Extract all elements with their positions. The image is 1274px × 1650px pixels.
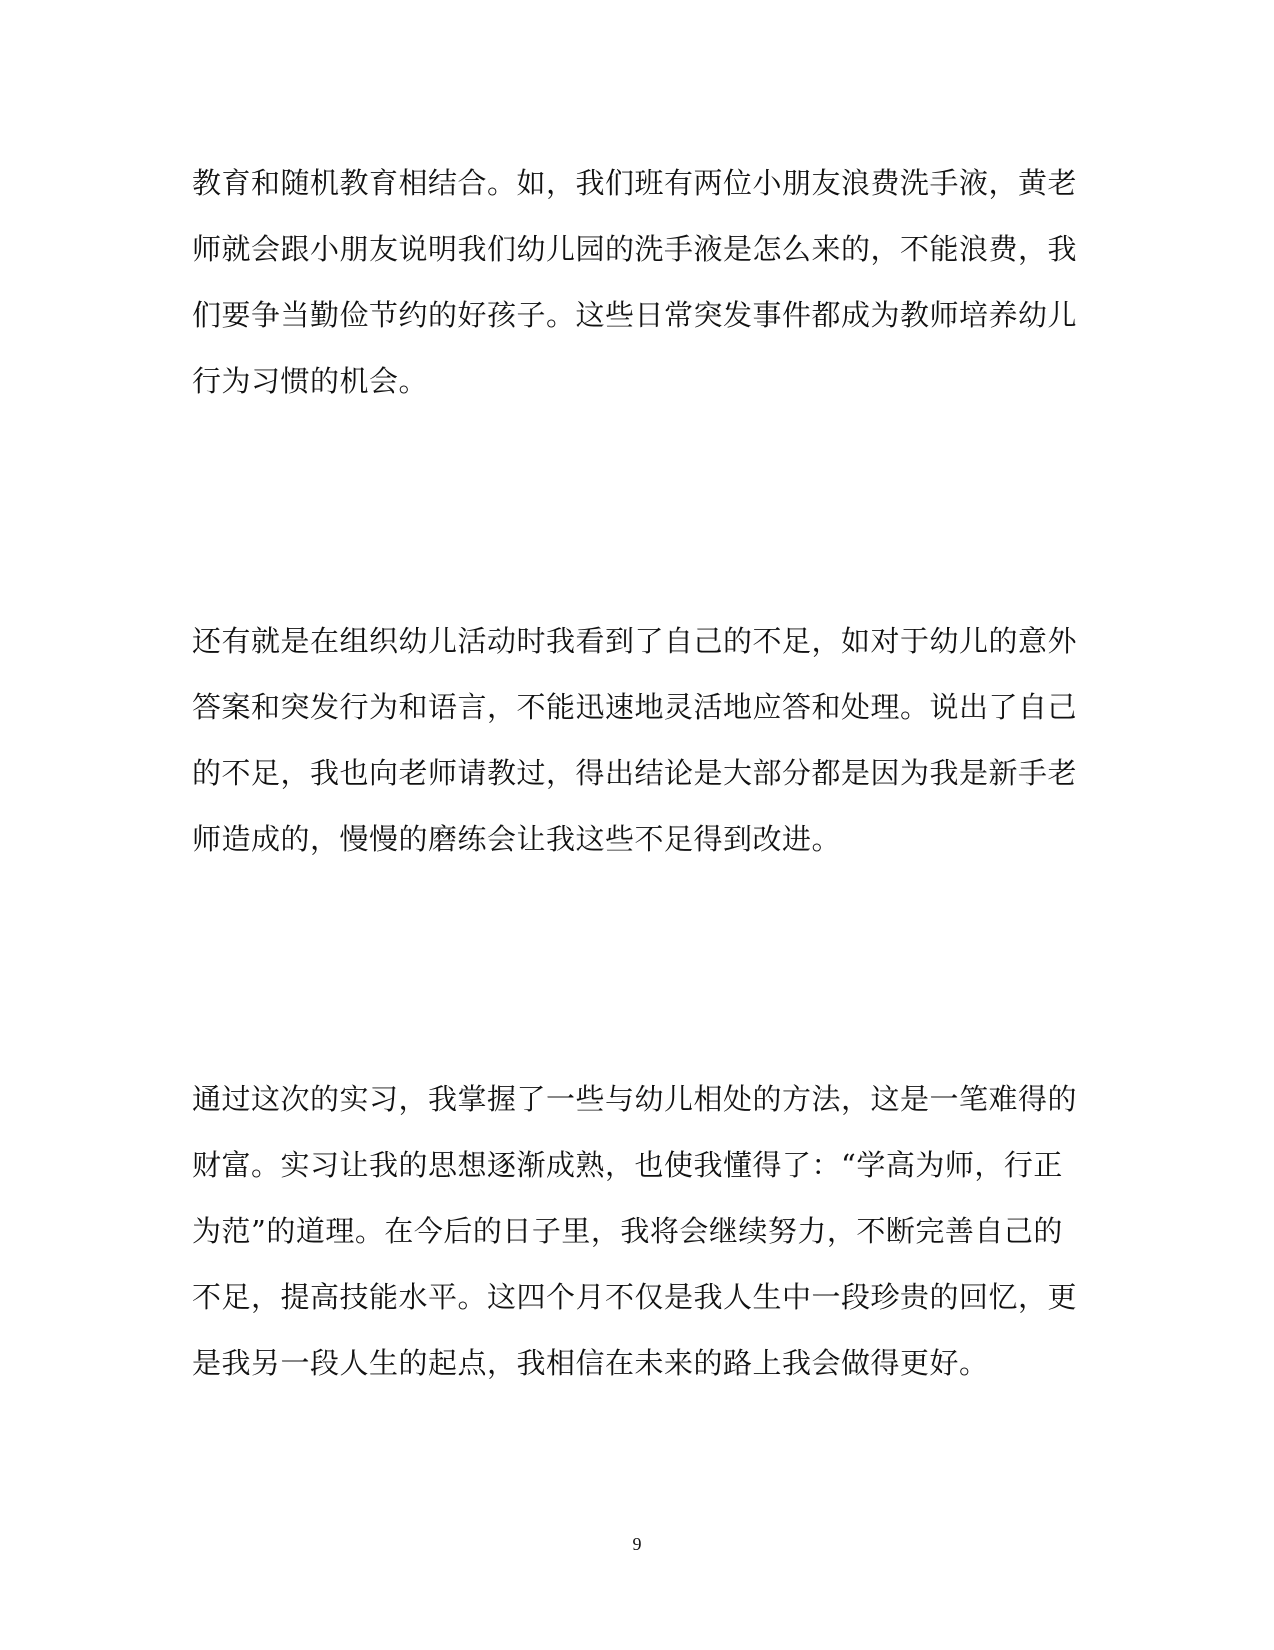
text-line: 师就会跟小朋友说明我们幼儿园的洗手液是怎么来的，不能浪费，我 <box>192 232 1078 266</box>
text-line: 教育和随机教育相结合。如，我们班有两位小朋友浪费洗手液，黄老 <box>192 166 1078 200</box>
text-line: 答案和突发行为和语言，不能迅速地灵活地应答和处理。说出了自己 <box>192 690 1078 724</box>
paragraph-conclusion <box>192 1066 1078 1396</box>
text-line: 们要争当勤俭节约的好孩子。这些日常突发事件都成为教师培养幼儿 <box>192 298 1078 332</box>
paragraph-habit-training <box>192 150 1078 414</box>
text-line: 财富。实习让我的思想逐渐成熟，也使我懂得了：“学高为师，行正 <box>192 1148 1063 1182</box>
text-line: 是我另一段人生的起点，我相信在未来的路上我会做得更好。 <box>192 1346 989 1380</box>
text-line: 为范”的道理。在今后的日子里，我将会继续努力，不断完善自己的 <box>192 1214 1063 1248</box>
text-line: 还有就是在组织幼儿活动时我看到了自己的不足，如对于幼儿的意外 <box>192 624 1078 658</box>
page-number: 9 <box>632 1534 642 1554</box>
text-line: 不足，提高技能水平。这四个月不仅是我人生中一段珍贵的回忆，更 <box>192 1280 1078 1314</box>
text-line: 通过这次的实习，我掌握了一些与幼儿相处的方法，这是一笔难得的 <box>192 1082 1078 1116</box>
paragraph-shortcomings <box>192 608 1078 872</box>
text-line: 的不足，我也向老师请教过，得出结论是大部分都是因为我是新手老 <box>192 756 1078 790</box>
text-line: 师造成的，慢慢的磨练会让我这些不足得到改进。 <box>192 822 842 856</box>
text-line: 行为习惯的机会。 <box>192 364 429 398</box>
